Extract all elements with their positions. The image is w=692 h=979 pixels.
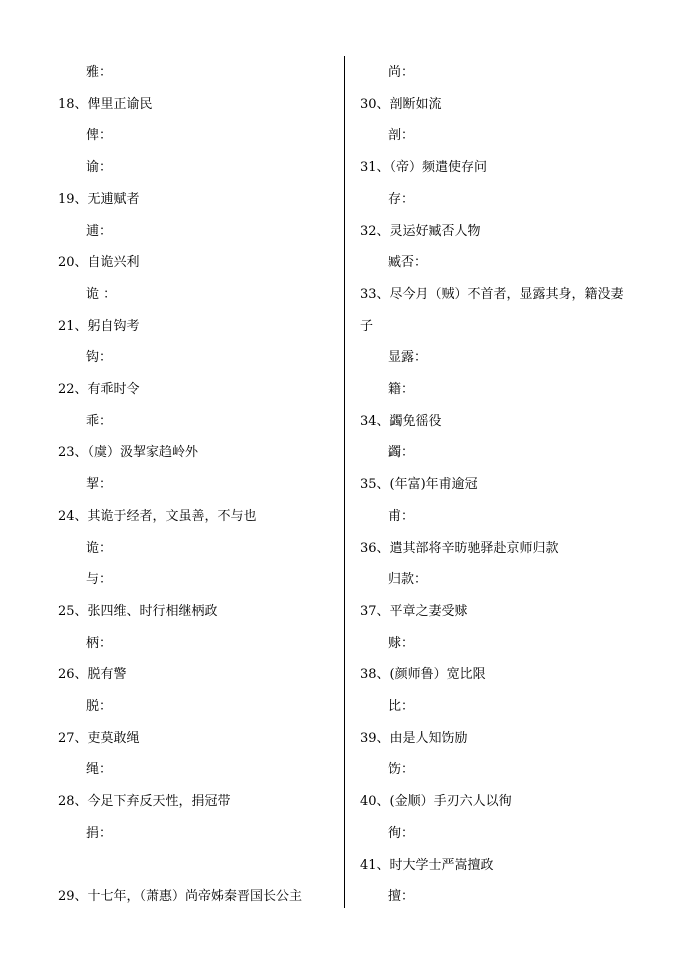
answer-line: 赇： — [388, 635, 415, 651]
answer-line: 挈： — [86, 477, 113, 493]
answer-line: 比： — [388, 699, 415, 714]
question-line: 21、躬自钩考 — [58, 318, 140, 334]
answer-line: 臧否： — [388, 255, 428, 271]
answer-line: 俾： — [86, 128, 113, 144]
question-line: 24、其诡于经者，文虽善，不与也 — [58, 508, 257, 524]
answer-line: 饬： — [388, 762, 415, 778]
question-line: 41、时大学士严嵩擅政 — [360, 857, 494, 873]
question-line: 25、张四维、时行相继柄政 — [58, 603, 218, 619]
question-line: 19、无逋赋者 — [58, 191, 140, 207]
answer-line: 逋： — [86, 223, 113, 239]
question-line: 26、脱有警 — [58, 667, 127, 683]
question-line: 34、蠲免徭役 — [360, 413, 442, 429]
answer-line: 擅： — [388, 889, 415, 905]
question-line: 36、遣其部将辛昉驰驿赴京师归款 — [360, 540, 559, 556]
question-line: 37、平章之妻受赇 — [360, 603, 468, 619]
question-line: 31、（帝）频遣使存问 — [360, 160, 488, 176]
answer-line: 蠲： — [388, 445, 415, 461]
question-line: 29、十七年，（萧惠）尚帝姊秦晋国长公主 — [58, 889, 303, 905]
answer-line: 剖： — [388, 128, 415, 144]
column-divider — [344, 56, 345, 908]
question-line: 30、剖断如流 — [360, 96, 442, 112]
question-line: 33、尽今月（贼）不首者，显露其身，籍没妻 — [360, 286, 624, 302]
question-line: 39、由是人知饬励 — [360, 730, 468, 746]
answer-line: 脱： — [86, 699, 113, 714]
answer-line: 乖： — [86, 413, 113, 429]
answer-line: 诡： — [86, 540, 113, 556]
answer-line: 谕： — [86, 160, 113, 176]
question-line: 20、自诡兴利 — [58, 255, 140, 271]
question-line: 35、(年富)年甫逾冠 — [360, 477, 478, 493]
answer-line: 显露： — [388, 350, 428, 366]
question-line: 22、有乖时令 — [58, 382, 140, 397]
question-line: 23、（虞）汲挈家趋岭外 — [58, 445, 199, 461]
question-line: 38、(颜师鲁）宽比限 — [360, 667, 486, 683]
answer-line: 与： — [86, 572, 113, 588]
answer-line: 归款： — [388, 572, 428, 588]
question-line: 18、俾里正谕民 — [58, 96, 153, 112]
answer-line: 甫： — [388, 508, 415, 524]
question-line: 40、(金顺）手刃六人以徇 — [360, 794, 512, 810]
answer-line: 尚： — [388, 65, 415, 80]
question-line: 32、灵运好臧否人物 — [360, 223, 481, 239]
answer-line: 籍： — [388, 382, 415, 397]
answer-line: 钩： — [86, 350, 113, 366]
answer-line: 徇： — [388, 825, 415, 841]
question-line: 28、今足下弃反天性，捐冠带 — [58, 794, 231, 810]
answer-line: 柄： — [86, 635, 113, 651]
question-line: 27、吏莫敢绳 — [58, 730, 140, 746]
answer-line: 存： — [388, 191, 415, 207]
answer-line: 绳： — [86, 762, 113, 778]
answer-line: 雅： — [86, 65, 113, 80]
answer-line: 诡 ： — [86, 286, 117, 302]
question-line: 子 — [360, 318, 374, 334]
answer-line: 捐： — [86, 825, 113, 841]
